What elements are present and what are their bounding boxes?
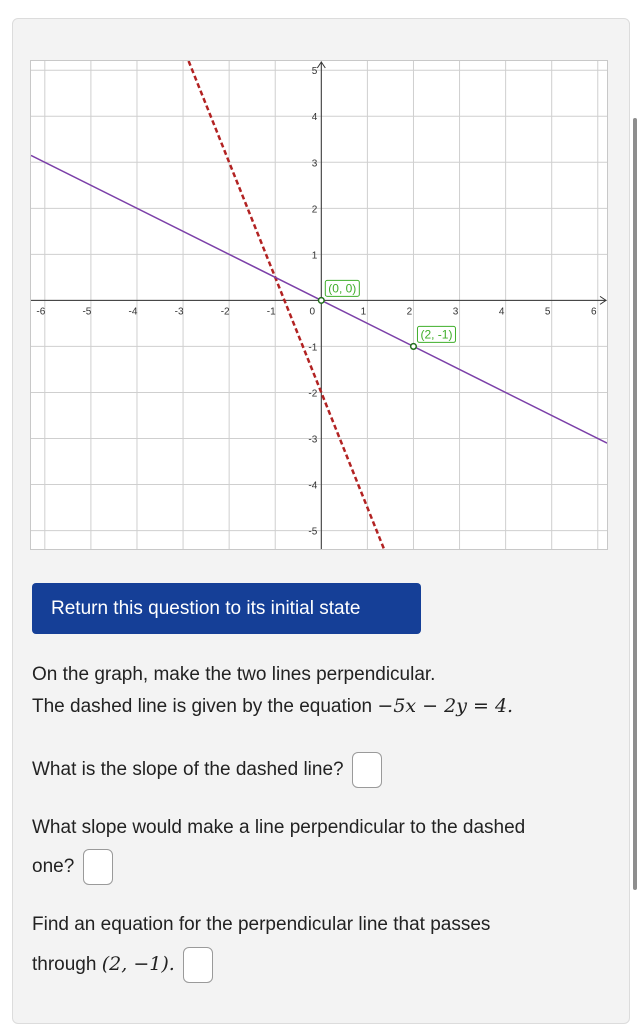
point-label-2-neg1 <box>417 326 455 342</box>
x-tick-label: 3 <box>452 306 459 318</box>
instruction-line-1 <box>32 659 435 691</box>
instruction-text-2: The dashed line is given by the equation <box>32 696 378 717</box>
question-2-line-1 <box>32 812 525 844</box>
equation-answer-input[interactable] <box>183 947 213 983</box>
question-1 <box>32 752 382 788</box>
x-tick-label: -5 <box>82 306 92 318</box>
perpendicular-slope-input[interactable] <box>83 849 113 885</box>
axes <box>31 62 606 549</box>
question-3-line-2 <box>32 947 213 983</box>
origin-label: 0 <box>309 306 316 318</box>
question-2-line-2 <box>32 849 113 885</box>
y-tick-label: -3 <box>308 434 318 446</box>
grid-lines <box>31 61 607 549</box>
question-3-line-1 <box>32 909 490 941</box>
draggable-point-2-neg1[interactable] <box>411 344 417 350</box>
x-tick-label: -6 <box>36 306 46 318</box>
y-tick-label: -2 <box>308 388 318 400</box>
question-3-text-2: through <box>32 954 102 976</box>
graph-panel[interactable] <box>30 60 608 550</box>
y-tick-label: -4 <box>308 480 318 492</box>
draggable-point-origin[interactable] <box>319 298 325 304</box>
coordinate-graph[interactable] <box>31 61 607 549</box>
x-tick-label: -2 <box>220 306 230 318</box>
y-tick-label: 3 <box>311 158 318 170</box>
x-tick-label: -1 <box>266 306 276 318</box>
x-tick-label: 1 <box>360 306 367 318</box>
y-tick-label: 2 <box>311 204 318 216</box>
reset-question-button[interactable]: Return this question to its initial state <box>32 583 421 634</box>
scrollbar[interactable] <box>633 118 637 890</box>
given-point: (2, −1). <box>101 953 175 976</box>
instruction-line-2 <box>32 690 513 723</box>
point-label-2-neg1-text: (2, -1) <box>420 327 453 342</box>
x-tick-label: 2 <box>406 306 413 318</box>
y-tick-label: -1 <box>308 342 318 354</box>
x-tick-label: 6 <box>591 306 597 318</box>
instruction-text-1: On the graph, make the two lines perpendicular. <box>32 664 436 685</box>
y-tick-label: 1 <box>311 250 318 262</box>
question-2-text-2: one? <box>32 856 75 878</box>
x-tick-labels <box>36 306 597 317</box>
dashed-line <box>31 61 607 549</box>
x-tick-label: -3 <box>174 306 184 318</box>
dashed-line-equation: −5x − 2y = 4. <box>377 695 514 717</box>
point-label-origin <box>325 280 359 296</box>
slope-answer-input[interactable] <box>352 752 382 788</box>
x-tick-label: -4 <box>128 306 138 318</box>
y-tick-label: -5 <box>308 526 318 538</box>
y-tick-labels <box>308 66 317 537</box>
x-tick-label: 5 <box>544 306 551 318</box>
question-3-text-1: Find an equation for the perpendicular line that passes <box>32 914 491 935</box>
point-label-origin-text: (0, 0) <box>328 281 357 296</box>
question-2-text-1: What slope would make a line perpendicular to the dashed <box>32 817 526 838</box>
question-1-text: What is the slope of the dashed line? <box>32 759 344 781</box>
y-tick-label: 4 <box>311 112 318 124</box>
x-tick-label: 4 <box>498 306 505 318</box>
y-tick-label: 5 <box>311 66 318 78</box>
